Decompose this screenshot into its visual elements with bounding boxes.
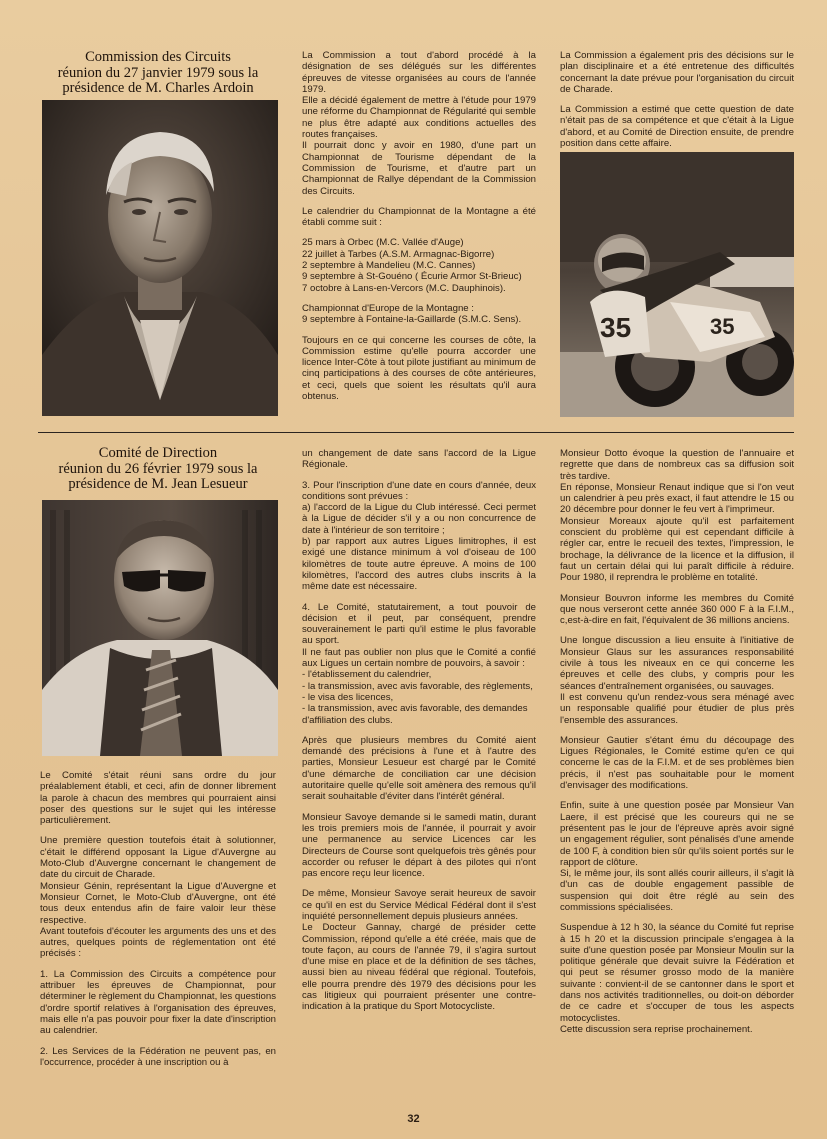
paragraph: Après que plusieurs membres du Comité aient demandé des précisions à l'une et à l'autre des parties, Monsieur Lesueur est chargé par le Comité d'une démarche de conciliation car une décision autoritaire quelle qu'elle soit amènera des remous qu'il serait souhaitable d'éviter dans l'intérêt général. [302, 734, 536, 803]
motorcycle-race-photo [560, 152, 794, 417]
paragraph: Monsieur Gautier s'étant ému du découpage des Ligues Régionales, le Comité estime qu'en ce qui concerne le cas de la F.I.M. et de ses problèmes bien précis, il n'est pas souhaitable pour le moment d'envisager des modifications. [560, 734, 794, 792]
paragraph: 3. Pour l'inscription d'une date en cours d'année, deux conditions sont prévues : [302, 479, 536, 502]
list-item: - la transmission, avec avis favorable, des demandes d'affiliation des clubs. [302, 703, 528, 726]
paragraph: Toujours en ce qui concerne les courses de côte, la Commission estime qu'elle pourra accorder une licence Inter-Côte à tout pilote justifiant au minimum de cinq participations à des courses de côte antérieures, et ceci, quels que soient les résultats qu'il aura obtenus. [302, 334, 536, 403]
paragraph: La Commission a estimé que cette question de date n'était pas de sa compétence et que c'était à la Ligue d'abord, et au Comité de Direction ensuite, de prendre position dans cette affaire. [560, 104, 794, 150]
paragraph: Elle a décidé également de mettre à l'étude pour 1979 une réforme du Championnat de Régularité qui semble ne plus être adapté aux conditions actuelles des routes françaises. [302, 95, 536, 141]
section2-heading [40, 446, 276, 493]
motorcycle-graphic [560, 152, 794, 417]
section1-heading-line3: présidence de M. Charles Ardoin [62, 80, 254, 96]
section-divider [38, 432, 794, 433]
paragraph: Monsieur Savoye demande si le samedi matin, durant les trois premiers mois de l'année, il pourrait y avoir une permanence au service Licences car les Directeurs de Course sont quelquefois très gênés pour accorder ou refuser le départ à des pilotes qui n'ont pas encore reçu leur licence. [302, 811, 536, 880]
portrait-photo-charles-ardoin [42, 100, 278, 416]
race-number-side: 35 [710, 314, 735, 339]
section2-heading-line1: Comité de Direction [98, 445, 218, 461]
calendar-item: 7 octobre à Lans-en-Vercors (M.C. Dauphinois). [302, 282, 506, 294]
section2-column1 [40, 770, 276, 1098]
list-item: - la transmission, avec avis favorable, des règlements, [302, 680, 533, 692]
paragraph: 2. Les Services de la Fédération ne peuvent pas, en l'occurrence, procéder à une inscription ou à [40, 1045, 276, 1068]
paragraph: a) l'accord de la Ligue du Club intéressé. Ceci permet à la Ligue de décider s'il y a ou non concurrence de date à l'intérieur de son territoire ; [302, 502, 536, 536]
paragraph: b) par rapport aux autres Ligues limitrophes, il est exigé une distance minimum à vol d'oiseau de 100 kilomètres de toute autre épreuve. A moins de 100 kilomètres, l'accord des autres clubs inscrits à la même date est nécessaire. [302, 536, 536, 593]
paragraph: Cette discussion sera reprise prochainement. [560, 1023, 753, 1035]
portrait-lesueur-graphic [42, 500, 278, 756]
section1-column3 [560, 50, 794, 150]
paragraph: Si, le même jour, ils sont allés courir ailleurs, il s'agit là d'un cas de double engagement passible de suspension qui doit être réglé au sein des commissions spécialisées. [560, 868, 794, 913]
section1-heading-line1: Commission des Circuits [85, 49, 231, 65]
paragraph: Il pourrait donc y avoir en 1980, d'une part un Championnat de Tourisme dépendant de la Commission de Tourisme, et d'autre part un Championnat de Rallye dépendant de la Commission des Circuits. [302, 140, 536, 197]
calendar-list [302, 237, 536, 293]
calendar-item: 9 septembre à St-Gouéno ( Écurie Armor St-Brieuc) [302, 271, 522, 283]
paragraph: 4. Le Comité, statutairement, a tout pouvoir de décision et il peut, par conséquent, prendre souverainement le parti qu'il estime le plus favorable au sport. [302, 601, 536, 647]
paragraph: Une première question toutefois était à solutionner, c'était le différend opposant la Ligue d'Auvergne au Moto-Club d'Auvergne concernant le changement de date du circuit de Charade. [40, 835, 276, 881]
paragraph: Championnat d'Europe de la Montagne : [302, 302, 474, 314]
list-item: - l'établissement du calendrier, [302, 669, 432, 681]
calendar-item: 22 juillet à Tarbes (A.S.M. Armagnac-Bigorre) [302, 248, 495, 260]
paragraph: En réponse, Monsieur Renaut indique que si l'on veut un calendrier à peu près exact, il faut attendre le 15 ou 20 décembre pour donner le feu vert à l'imprimeur. [560, 481, 794, 516]
paragraph: Le Docteur Gannay, chargé de présider cette Commission, répond qu'elle a été créée, mais que de toute façon, au cours de l'année 79, il s'agira surtout d'une mise en place et de la définition de ses tâches, aussi bien au niveau fédéral que régional. Toutefois, elle pourra prendre dès 1979 des décisions pour les cas litigieux qui pourraient présenter une contre-indication à la pratique du Sport Motocycliste. [302, 922, 536, 1013]
paragraph: La Commission a tout d'abord procédé à la désignation de ses délégués sur les différentes épreuves de vitesse organisées au cours de l'année 1979. [302, 50, 536, 95]
paragraph: Monsieur Dotto évoque la question de l'annuaire et regrette que dans de nombreux cas sa diffusion soit très tardive. [560, 448, 794, 482]
calendar-item: 25 mars à Orbec (M.C. Vallée d'Auge) [302, 237, 464, 249]
section2-column2 [302, 448, 536, 1098]
paragraph: La Commission a également pris des décisions sur le plan disciplinaire et a été entretenue des difficultés concernant la date prévue pour l'organisation du circuit de Charade. [560, 50, 794, 95]
section1-heading-line2: réunion du 27 janvier 1979 sous la [57, 64, 259, 81]
paragraph: Il est convenu qu'un rendez-vous sera ménagé avec un responsable qualifié pour étudier de plus près l'ensemble des assurances. [560, 691, 794, 726]
page-number: 32 [407, 1113, 420, 1125]
portrait-ardoin-graphic [42, 100, 278, 416]
paragraph: un changement de date sans l'accord de la Ligue Régionale. [302, 448, 536, 471]
paragraph: 9 septembre à Fontaine-la-Gaillarde (S.M.C. Sens). [302, 314, 522, 326]
paragraph: Enfin, suite à une question posée par Monsieur Van Laere, il est précisé que les coureurs qui ne se présentent pas le jour de l'épreuve après avoir signé un engagement régulier, sont pénalisés d'une amende de 100 F, à condition bien sûr qu'ils soient portés sur le rapport de clôture. [560, 800, 794, 868]
section2-heading-line2: réunion du 26 février 1979 sous la [58, 460, 258, 477]
section2-heading-line3: présidence de M. Jean Lesueur [68, 476, 248, 492]
paragraph: Monsieur Génin, représentant la Ligue d'Auvergne et Monsieur Cornet, le Moto-Club d'Auvergne, ont été tous deux entendus afin de faire valoir leur thèse respective. [40, 880, 276, 926]
paragraph: Suspendue à 12 h 30, la séance du Comité fut reprise à 15 h 20 et la discussion principale s'engagea à la suite d'une question posée par Monsieur Moulin sur la politique générale que devait suivre la Fédération et qui peut se résumer grosso modo de la manière suivante : convient-il de se cantonner dans le sport et dans nos activités traditionnelles, ou doit-on déborder de ce cadre et s'occuper de tous les aspects motocyclistes. [560, 922, 794, 1024]
race-number-front: 35 [600, 312, 632, 343]
paragraph: Monsieur Bouvron informe les membres du Comité que nous verseront cette année 360 000 F à la F.I.M., c,est-à-dire en fait, l'équivalent de 36 millions anciens. [560, 592, 794, 627]
calendar-item: 2 septembre à Mandelieu (M.C. Cannes) [302, 260, 476, 272]
list-item: - le visa des licences, [302, 691, 394, 703]
section1-column2 [302, 50, 536, 422]
paragraph: Le Comité s'était réuni sans ordre du jour préalablement établi, et ceci, afin de donner librement la parole à chacun des membres qui pourraient ainsi poser des questions sur le sujet qui les intéresse particulièrement. [40, 770, 276, 827]
section2-column3 [560, 448, 794, 1098]
paragraph: Le calendrier du Championnat de la Montagne a été établi comme suit : [302, 205, 536, 229]
paragraph: Avant toutefois d'écouter les arguments des uns et des autres, quelques points de réglementation ont été précisés : [40, 925, 276, 960]
powers-list [302, 669, 536, 725]
paragraph: Il ne faut pas oublier non plus que le Comité a confié aux Ligues un certain nombre de pouvoirs, à savoir : [302, 646, 536, 670]
section1-heading [40, 50, 276, 97]
portrait-photo-jean-lesueur [42, 500, 278, 756]
paragraph: Une longue discussion a lieu ensuite à l'initiative de Monsieur Glaus sur les assurances responsabilité civile à tous les niveaux en ce qui concerne les épreuves et celle des clubs, y compris pour les séances d'entraînement organisées, ou sauvages. [560, 635, 794, 692]
paragraph: Monsieur Moreaux ajoute qu'il est parfaitement conscient du problème qui est cependant difficile à régler car, entre le recueil des textes, l'impression, le brochage, la délivrance de la licence et la diffusion, il faut un certain délai qui lui paraît difficile à réduire. Pour 1980, il reprendra le problème en totalité. [560, 515, 794, 584]
paragraph: De même, Monsieur Savoye serait heureux de savoir ce qu'il en est du Service Médical Fédéral dont il s'est inquiété personnellement depuis plusieurs années. [302, 888, 536, 922]
paragraph: 1. La Commission des Circuits a compétence pour attribuer les épreuves de Championnat, pour déterminer le règlement du Championnat, les questions d'ordre sportif relatives à l'organisation des épreuves, mais elle n'a pas pouvoir pour fixer la date d'inscription au calendrier. [40, 968, 276, 1037]
